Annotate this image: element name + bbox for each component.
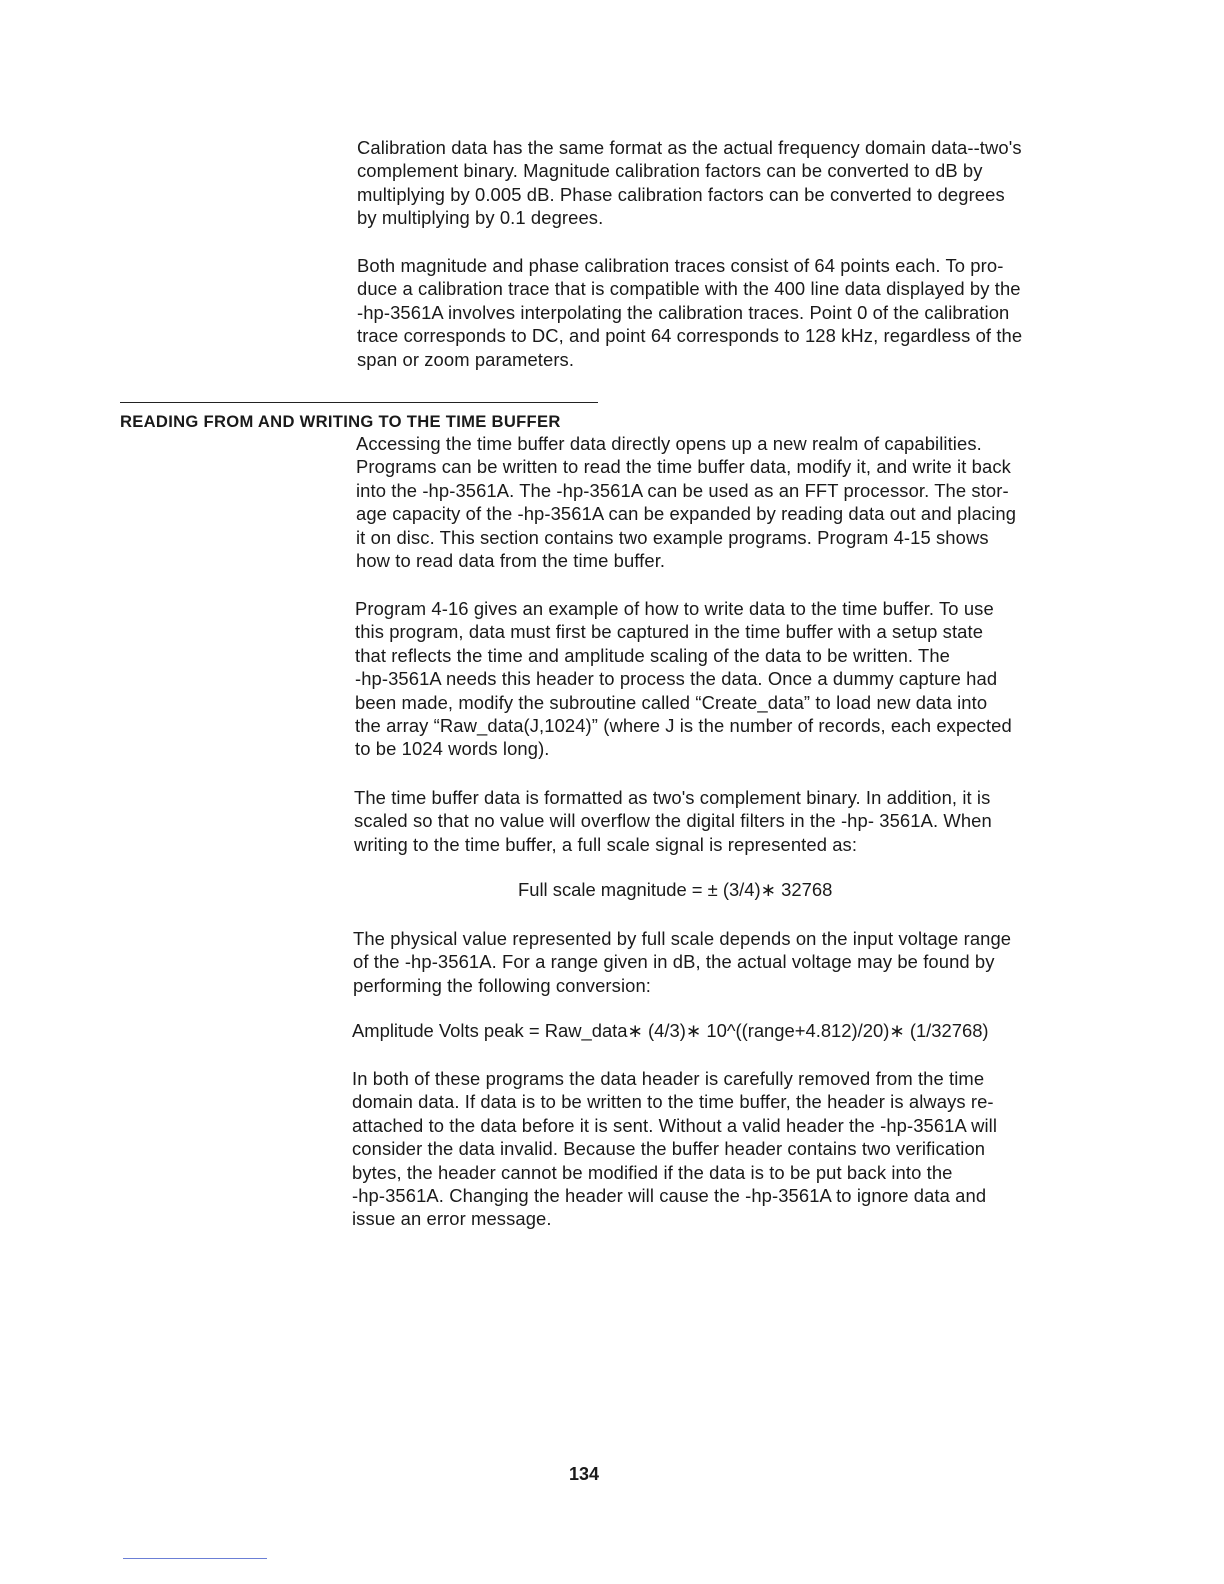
section-heading: READING FROM AND WRITING TO THE TIME BUFFER [120, 412, 561, 431]
formula-amplitude-volts: Amplitude Volts peak = Raw_data∗ (4/3)∗ 10^((range+4.812)/20)∗ (1/32768) [352, 1020, 989, 1041]
text-line: into the -hp-3561A. The -hp-3561A can be used as an FFT processor. The stor- [356, 479, 1009, 501]
text-line: it on disc. This section contains two example programs. Program 4-15 shows [356, 526, 989, 548]
paragraph-physical-value [353, 927, 1123, 997]
text-line: to be 1024 words long). [355, 738, 550, 760]
section-divider [120, 402, 598, 403]
text-line: In both of these programs the data header is carefully removed from the time [352, 1068, 985, 1089]
paragraph-calibration-traces [357, 254, 1127, 371]
text-line: complement binary. Magnitude calibration factors can be converted to dB by [357, 160, 983, 182]
text-line: attached to the data before it is sent. Without a valid header the -hp-3561A will [352, 1114, 998, 1136]
text-line: domain data. If data is to be written to the time buffer, the header is always re- [352, 1091, 994, 1113]
text-line: the array “Raw_data(J,1024)” (where J is the number of records, each expected [355, 715, 1012, 737]
text-line: bytes, the header cannot be modified if the data is to be put back into the [352, 1161, 953, 1183]
footer-divider [123, 1558, 267, 1559]
text-line: The physical value represented by full scale depends on the input voltage range [353, 928, 1012, 949]
text-line: -hp-3561A needs this header to process the data. Once a dummy capture had [355, 668, 998, 690]
paragraph-calibration-format [357, 136, 1127, 230]
text-line: Accessing the time buffer data directly opens up a new realm of capabilities. [356, 433, 982, 454]
paragraph-twos-complement [354, 786, 1124, 856]
text-line: duce a calibration trace that is compatible with the 400 line data displayed by the [357, 278, 1021, 300]
text-line: by multiplying by 0.1 degrees. [357, 207, 604, 229]
text-line: Programs can be written to read the time buffer data, modify it, and write it back [356, 456, 1011, 478]
text-line: -hp-3561A involves interpolating the calibration traces. Point 0 of the calibration [357, 301, 1010, 323]
text-line: Calibration data has the same format as the actual frequency domain data--two's [357, 137, 1022, 158]
text-line: age capacity of the -hp-3561A can be expanded by reading data out and placing [356, 503, 1017, 525]
paragraph-program-4-16 [355, 597, 1125, 761]
text-line: multiplying by 0.005 dB. Phase calibration factors can be converted to degrees [357, 183, 1005, 205]
text-line: writing to the time buffer, a full scale signal is represented as: [354, 833, 858, 855]
paragraph-time-buffer-intro [356, 432, 1126, 572]
text-line: span or zoom parameters. [357, 348, 575, 370]
text-line: The time buffer data is formatted as two's complement binary. In addition, it is [354, 787, 991, 808]
paragraph-data-header [352, 1067, 1122, 1231]
text-line: that reflects the time and amplitude scaling of the data to be written. The [355, 644, 950, 666]
text-line: how to read data from the time buffer. [356, 550, 666, 572]
text-line: Both magnitude and phase calibration traces consist of 64 points each. To pro- [357, 255, 1004, 276]
text-line: been made, modify the subroutine called “Create_data” to load new data into [355, 691, 988, 713]
text-line: consider the data invalid. Because the buffer header contains two verification [352, 1138, 986, 1160]
text-line: this program, data must first be captured in the time buffer with a setup state [355, 621, 984, 643]
text-line: of the -hp-3561A. For a range given in dB, the actual voltage may be found by [353, 951, 995, 973]
text-line: issue an error message. [352, 1208, 552, 1230]
page-number: 134 [568, 1464, 600, 1484]
text-line: performing the following conversion: [353, 974, 652, 996]
text-line: Program 4-16 gives an example of how to write data to the time buffer. To use [355, 598, 994, 619]
text-line: -hp-3561A. Changing the header will cause the -hp-3561A to ignore data and [352, 1185, 987, 1207]
formula-full-scale: Full scale magnitude = ± (3/4)∗ 32768 [518, 879, 833, 900]
text-line: scaled so that no value will overflow the digital filters in the -hp- 3561A. When [354, 810, 992, 832]
text-line: trace corresponds to DC, and point 64 corresponds to 128 kHz, regardless of the [357, 325, 1023, 347]
